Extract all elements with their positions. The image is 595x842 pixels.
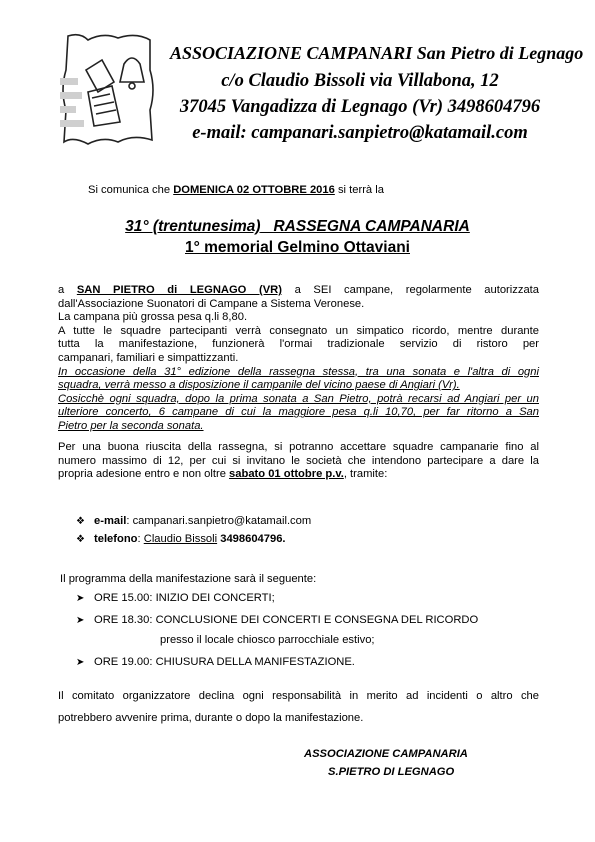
paragraph-line: tutta la manifestazione, funzionerà l'ormai tradizionale servizio di ristoro per <box>58 338 539 351</box>
p3-post: , tramite: <box>343 468 388 481</box>
signature-line: S.PIETRO DI LEGNAGO <box>328 766 455 778</box>
arrowhead-bullet-icon: ➤ <box>76 615 85 626</box>
paragraph-line <box>58 284 539 298</box>
italic-paragraph-line: ulteriore concerto, 6 campane di cui la maggiore pesa q.li 10,70, per far ritorno a San <box>58 406 539 419</box>
email-link[interactable]: campanari.sanpietro@katamail.com <box>132 515 312 527</box>
paragraph-line: La campana più grossa pesa q.li 8,80. <box>58 311 248 324</box>
contact-label: e-mail <box>94 515 127 527</box>
deadline-date: sabato 01 ottobre p.v. <box>229 468 344 481</box>
italic-paragraph-line: Pietro per la seconda sonata. <box>58 420 204 432</box>
italic-paragraph-line: In occasione della 31° edizione della rassegna stessa, tra una sonata e l'altra di ogni <box>58 365 539 378</box>
intro-line <box>88 184 384 198</box>
program-item <box>76 591 275 606</box>
italic-paragraph-line: Cosicchè ogni squadra, dopo la prima sonata a San Pietro, potrà recarsi ad Angiari per un <box>58 392 539 405</box>
rassegna-label: RASSEGNA CAMPANARIA <box>273 218 470 235</box>
diamond-bullet-icon: ❖ <box>76 534 85 545</box>
intro-pre: Si comunica che <box>88 184 174 196</box>
program-item <box>76 613 478 628</box>
contact-label: telefono <box>94 533 138 545</box>
paragraph-line: numero massimo di 12, per cui si invitano le società che intendono partecipare a dare la <box>58 454 539 467</box>
event-date: DOMENICA 02 OTTOBRE 2016 <box>173 184 335 196</box>
paragraph-line: Per una buona riuscita della rassegna, si potranno accettare squadre campanarie fino al <box>58 441 539 453</box>
contact-person: Claudio Bissoli <box>143 533 218 545</box>
program-item <box>76 655 355 670</box>
contact-sep: : <box>126 515 133 527</box>
phone-number: 3498604796. <box>217 533 286 545</box>
p1-post: a SEI campane, regolarmente autorizzata <box>281 284 539 296</box>
contact-sep: : <box>137 533 144 545</box>
paragraph-line: dall'Associazione Suonatori di Campane a Sistema Veronese. <box>58 297 365 310</box>
edition-label: 31° (trentunesima) <box>125 218 261 235</box>
header-city-phone: 37045 Vangadizza di Legnago (Vr) 3498604796 <box>179 97 541 117</box>
program-continuation: presso il locale chiosco parrocchiale estivo; <box>160 634 375 646</box>
memorial-title: 1° memorial Gelmino Ottaviani <box>185 239 410 256</box>
arrowhead-bullet-icon: ➤ <box>76 657 85 668</box>
program-time: ORE 19.00 <box>94 656 150 668</box>
paragraph-line: campanari, familiari e simpattizzanti. <box>58 352 239 364</box>
signature-line: ASSOCIAZIONE CAMPANARIA <box>304 748 468 760</box>
diamond-bullet-icon: ❖ <box>76 516 85 527</box>
italic-paragraph-line: squadra, verrà messo a disposizione il campanile del vicino paese di Angiari (Vr). <box>58 379 460 392</box>
p3-pre: propria adesione entro e non oltre <box>58 468 230 481</box>
header-address: c/o Claudio Bissoli via Villabona, 12 <box>221 71 499 91</box>
venue-name: SAN PIETRO di LEGNAGO (VR) <box>76 284 282 296</box>
disclaimer-line: Il comitato organizzatore declina ogni responsabilità in merito ad incidenti o altro che <box>58 690 539 702</box>
bell-tower-logo-icon <box>58 30 158 148</box>
program-text: : CHIUSURA DELLA MANIFESTAZIONE. <box>149 656 355 668</box>
intro-post: si terrà la <box>334 184 384 196</box>
p1-pre: a <box>58 284 77 296</box>
paragraph-line: A tutte le squadre partecipanti verrà consegnato un simpatico ricordo, mentre durante <box>58 324 539 337</box>
header-association-name: ASSOCIAZIONE CAMPANARI San Pietro di Legnago <box>170 43 584 63</box>
disclaimer-line: potrebbero avvenire prima, durante o dopo la manifestazione. <box>58 712 364 724</box>
program-text: : INIZIO DEI CONCERTI; <box>149 592 275 604</box>
contact-email <box>76 514 311 529</box>
arrowhead-bullet-icon: ➤ <box>76 593 85 604</box>
program-text: : CONCLUSIONE DEI CONCERTI E CONSEGNA DEL RICORDO <box>149 614 479 626</box>
event-title <box>0 217 595 237</box>
program-time: ORE 15.00 <box>94 592 150 604</box>
header-email: e-mail: campanari.sanpietro@katamail.com <box>192 123 528 143</box>
program-time: ORE 18.30 <box>94 614 150 626</box>
paragraph-line <box>58 468 387 482</box>
contact-phone <box>76 532 286 547</box>
program-intro: Il programma della manifestazione sarà il seguente: <box>60 573 317 585</box>
